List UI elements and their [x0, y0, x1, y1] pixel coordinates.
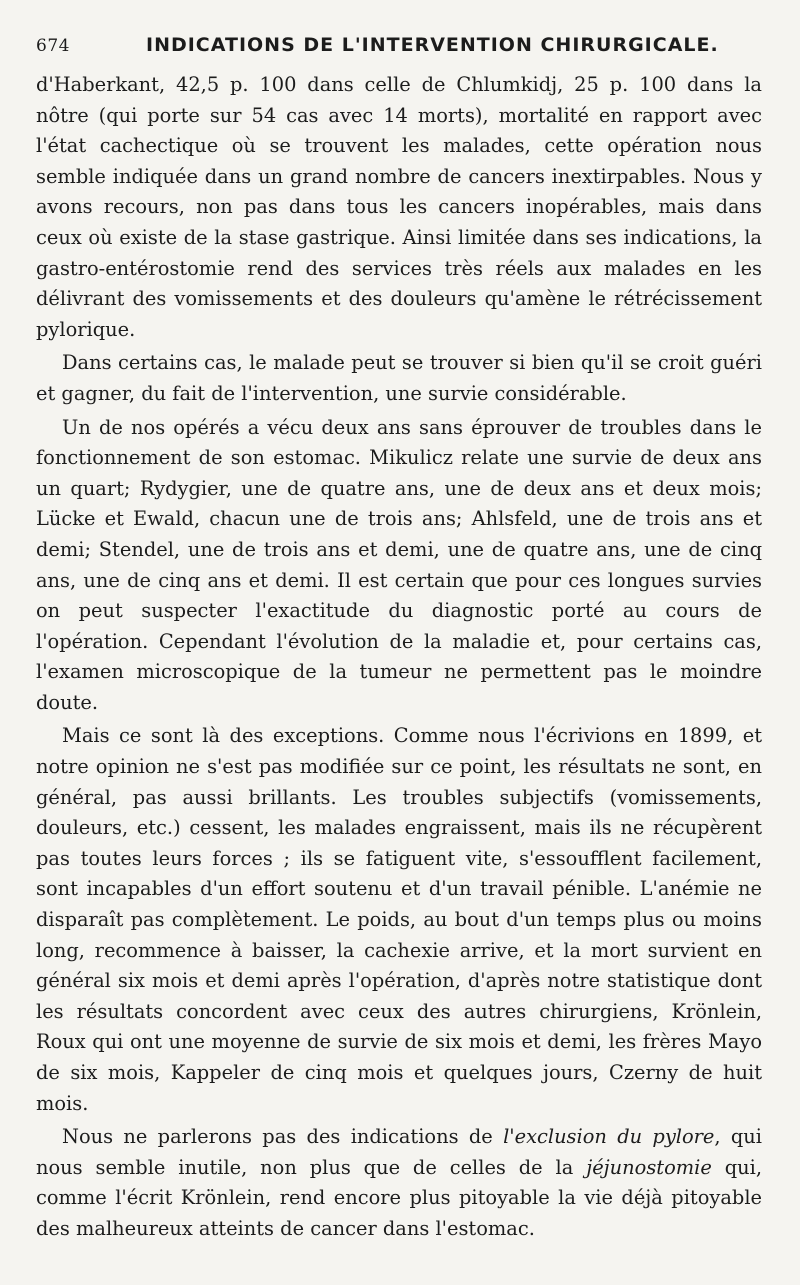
italic-term-exclusion-du-pylore: l'exclusion du pylore — [503, 1125, 715, 1149]
page-number: 674 — [36, 36, 70, 56]
paragraph: Mais ce sont là des exceptions. Comme nous l'écrivions en 1899, et notre opinion ne s'est pas modifiée sur ce point, les résultats ne sont, en général, pas aussi brillants. Les troubles subjectifs (vomissements, douleurs, etc.) cessent, les malades engraissent, mais ils ne récupèrent pas toutes leurs forces ; ils se fatiguent vite, s'essoufflent facilement, sont incapables d'un effort soutenu et d'un travail pénible. L'anémie ne disparaît pas complètement. Le poids, au bout d'un temps plus ou moins long, recommence à baisser, la cachexie arrive, et la mort survient en général six mois et demi après l'opération, d'après notre statistique dont les résultats concordent avec ceux des autres chirurgiens, Krönlein, Roux qui ont une moyenne de survie de six mois et demi, les frères Mayo de six mois, Kappeler de cinq mois et quelques jours, Czerny de huit mois. — [36, 724, 762, 1115]
italic-term-jejunostomie: jéjunostomie — [586, 1155, 712, 1179]
paragraph: Dans certains cas, le malade peut se trouver si bien qu'il se croit guéri et gagner, du fait de l'intervention, une survie considérable. — [36, 351, 762, 405]
text-run: qui, comme l'écrit Krönlein, rend encore plus pitoyable la vie déjà pitoyable des malheureux atteints de cancer dans l'estomac. — [36, 1155, 762, 1240]
text-run: Nous ne parlerons pas des indications de — [62, 1125, 504, 1149]
running-head — [36, 34, 766, 60]
paragraph-continued: d'Haberkant, 42,5 p. 100 dans celle de Chlumkidj, 25 p. 100 dans la nôtre (qui porte sur 54 cas avec 14 morts), mortalité en rapport avec l'état cachectique où se trouvent les malades, cette opération nous semble indiquée dans un grand nombre de cancers inextirpables. Nous y avons recours, non pas dans tous les cancers inopérables, mais dans ceux où existe de la stase gastrique. Ainsi limitée dans ses indications, la gastro-entérostomie rend des services très réels aux malades en les délivrant des vomissements et des douleurs qu'amène le rétrécissement pylorique. — [36, 73, 762, 341]
body-text — [36, 70, 762, 1245]
paragraph-final — [36, 1122, 762, 1244]
text-run: , qui nous semble inutile, non plus que de celles de la — [36, 1125, 762, 1179]
running-title: INDICATIONS DE L'INTERVENTION CHIRURGICALE. — [146, 34, 719, 56]
paragraph: Un de nos opérés a vécu deux ans sans éprouver de troubles dans le fonctionnement de son estomac. Mikulicz relate une survie de deux ans un quart; Rydygier, une de quatre ans, une de deux ans et deux mois; Lücke et Ewald, chacun une de trois ans; Ahlsfeld, une de trois ans et demi; Stendel, une de trois ans et demi, une de quatre ans, une de cinq ans, une de cinq ans et demi. Il est certain que pour ces longues survies on peut suspecter l'exactitude du diagnostic porté au cours de l'opération. Cependant l'évolution de la maladie et, pour certains cas, l'examen microscopique de la tumeur ne permettent pas le moindre doute. — [36, 415, 762, 714]
